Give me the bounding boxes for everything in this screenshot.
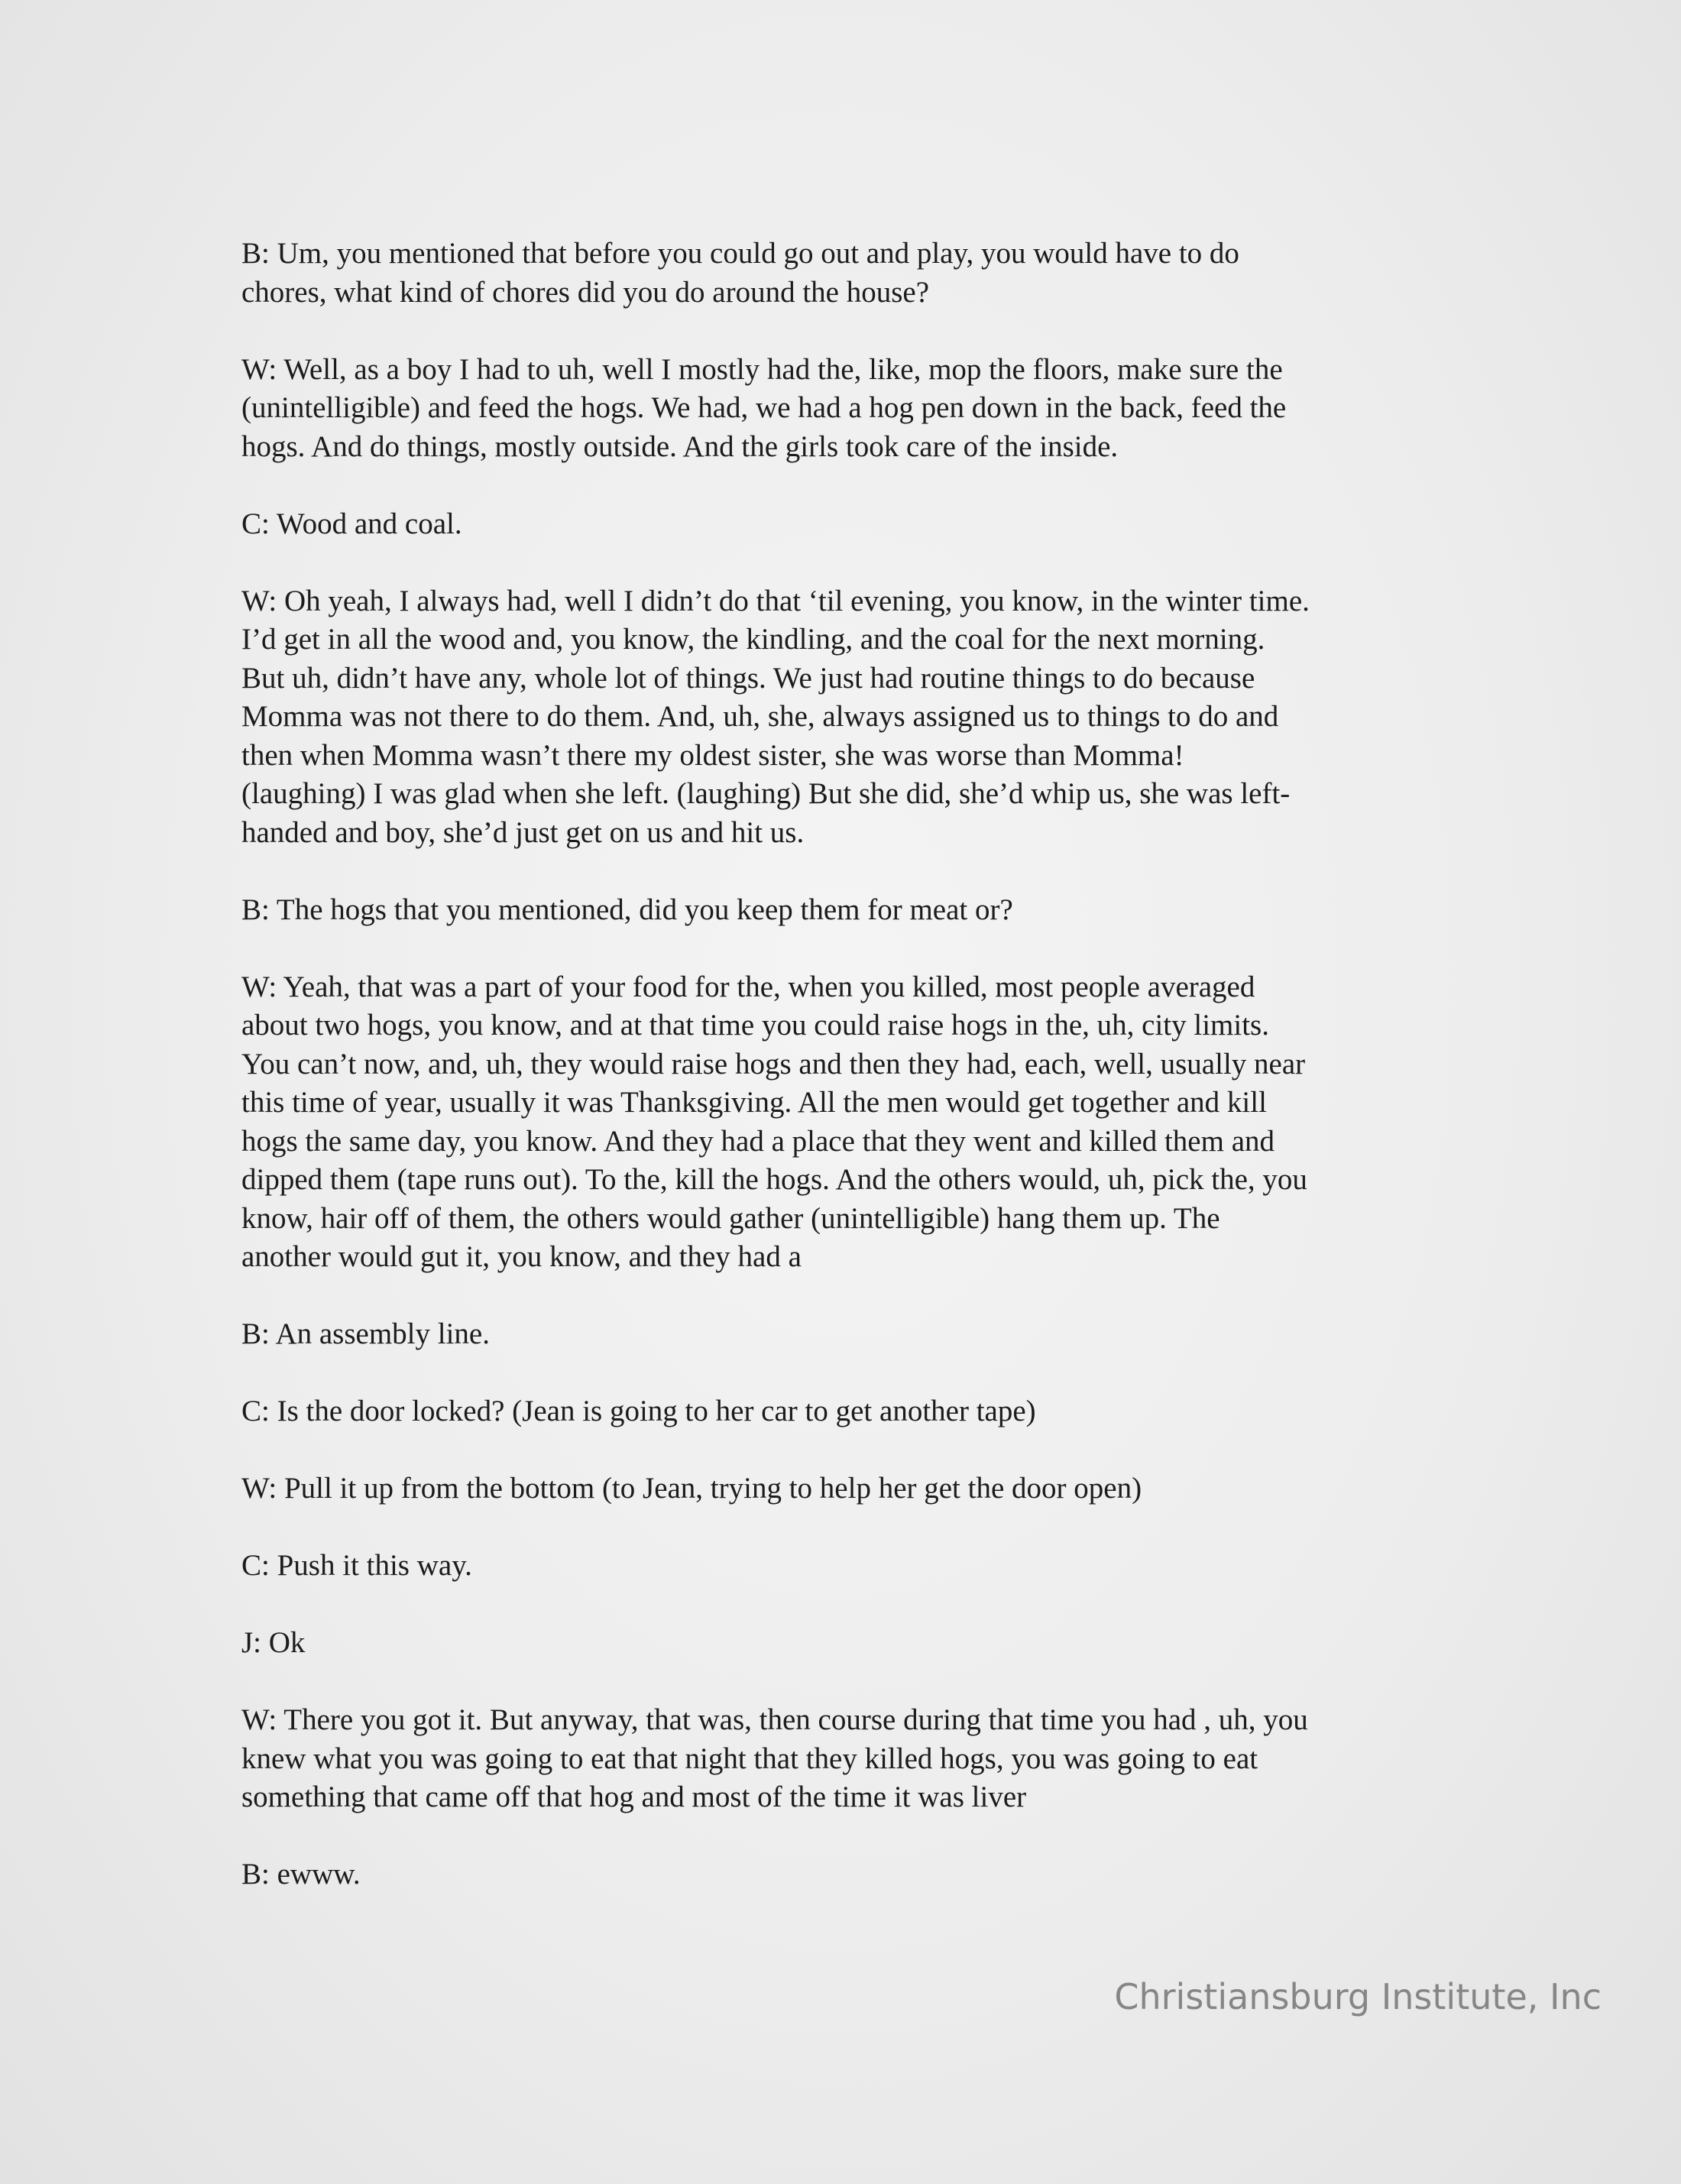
transcript-paragraph-w-pull-it-up: W: Pull it up from the bottom (to Jean, trying to help her get the door open) [241, 1472, 1142, 1505]
watermark-institution: Christiansburg Institute, Inc [1114, 1976, 1602, 2017]
transcript-paragraph-b-ewww: B: ewww. [241, 1858, 361, 1891]
transcript-paragraph-w-chores-answer: W: Well, as a boy I had to uh, well I mostly had the, like, mop the floors, make sure the (unintelligible) and feed the hogs. We had, we had a hog pen down in the back, feed the hogs. And do things, mostly outside. And the girls took care of the inside. [241, 352, 1287, 463]
transcript-paragraph-b-assembly-line: B: An assembly line. [241, 1317, 490, 1350]
transcript-paragraph-c-push-it: C: Push it this way. [241, 1549, 472, 1582]
transcript-paragraph-b-hogs-question: B: The hogs that you mentioned, did you keep them for meat or? [241, 893, 1013, 926]
transcript-paragraph-c-wood-coal: C: Wood and coal. [241, 507, 462, 540]
transcript-paragraph-w-liver: W: There you got it. But anyway, that was, then course during that time you had , uh, you knew what you was going to eat that night that they killed hogs, you was going to eat something that came off that hog and most of the time it was liver [241, 1703, 1308, 1813]
transcript-paragraph-b-chores-question: B: Um, you mentioned that before you could go out and play, you would have to do chores, what kind of chores did you do around the house? [241, 237, 1239, 309]
transcript-body [241, 235, 1464, 1933]
transcript-paragraph-j-ok: J: Ok [241, 1626, 306, 1659]
transcript-paragraph-c-door-locked: C: Is the door locked? (Jean is going to her car to get another tape) [241, 1395, 1036, 1427]
transcript-paragraph-w-hog-killing: W: Yeah, that was a part of your food for the, when you killed, most people averaged about two hogs, you know, and at that time you could raise hogs in the, uh, city limits. You can’t now, and, uh, they would raise hogs and then they had, each, well, usually near this time of year, usually it was Thanksgiving. All the men would get together and kill hogs the same day, you know. And they had a place that they went and killed them and dipped them (tape runs out). To the, kill the hogs. And the others would, uh, pick the, you know, hair off of them, the others would gather (unintelligible) hang them up. The another would gut it, you know, and they had a [241, 970, 1307, 1273]
transcript-paragraph-w-evening-chores: W: Oh yeah, I always had, well I didn’t do that ‘til evening, you know, in the winter time. I’d get in all the wood and, you know, the kindling, and the coal for the next morning. But uh, didn’t have any, whole lot of things. We just had routine things to do because Momma was not there to do them. And, uh, she, always assigned us to things to do and then when Momma wasn’t there my oldest sister, she was worse than Momma! (laughing) I was glad when she left. (laughing) But she did, she’d whip us, she was left- handed and boy, she’d just get on us and hit us. [241, 584, 1310, 849]
